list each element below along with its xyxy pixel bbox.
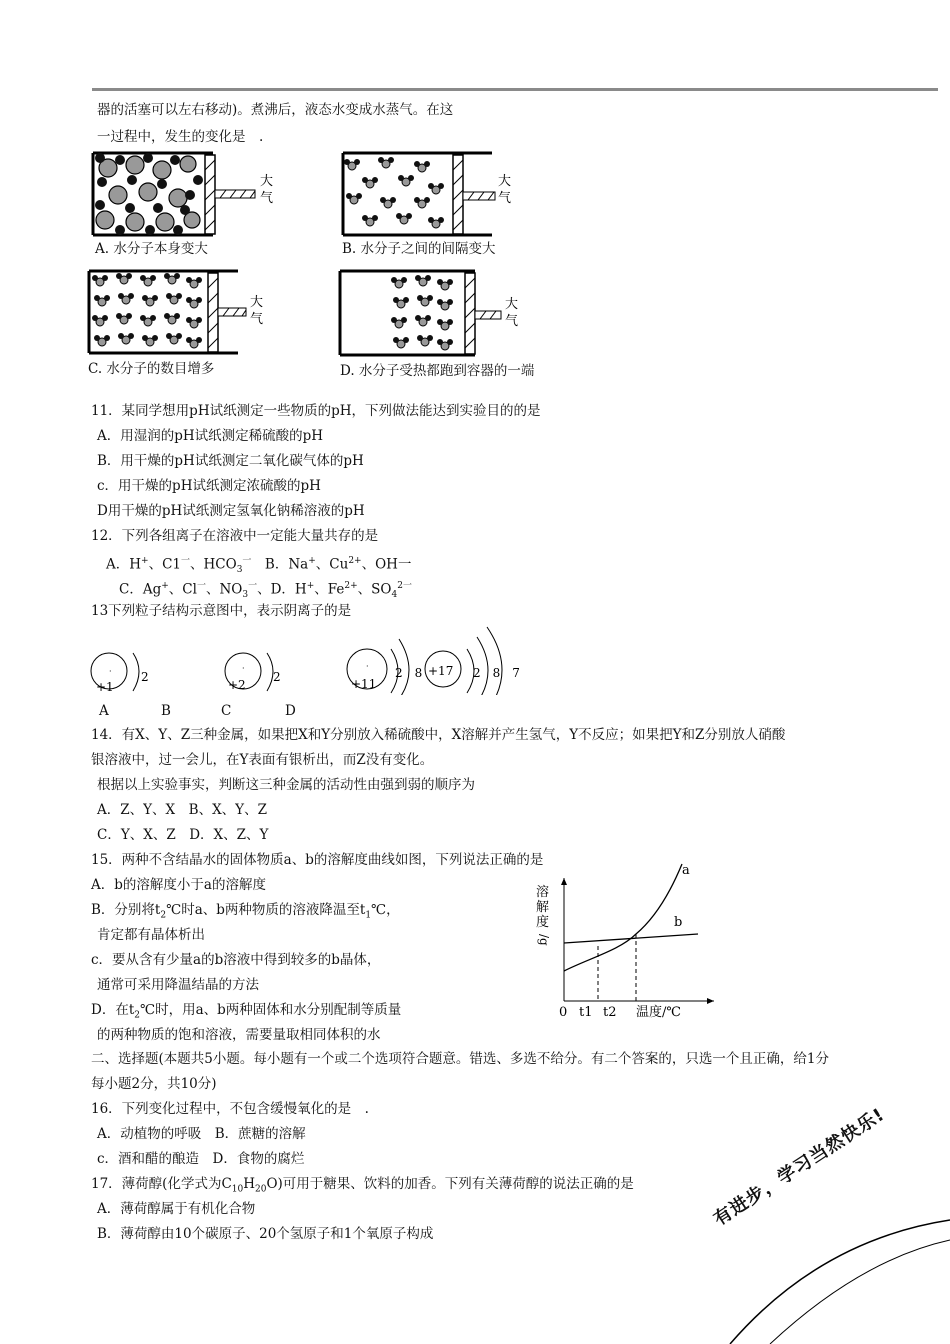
q12-line2: C．Ag+、$Cl^一$、$NO_3^一$、D．H+、$Fe^{2+}$、$SO_4^{2一}$ <box>119 581 412 601</box>
q15-option-b: B．分别将$t_2℃$时a、b两种物质的溶液降温至$t_1℃$， <box>91 902 400 921</box>
q10-line1: 器的活塞可以左右移动)。煮沸后，液态水变成水蒸气。在这 <box>97 102 454 118</box>
svg-text:气: 气 <box>498 191 512 206</box>
q13-shell-b: 2 <box>273 670 281 684</box>
q11-option-c: c．用干燥的pH试纸测定浓硫酸的pH <box>97 478 321 494</box>
q16-options-1: A．动植物的呼吸 B．蔗糖的溶解 <box>97 1126 306 1142</box>
q14-line1: 14．有X、Y、Z三种金属，如果把X和Y分别放入稀硫酸中，X溶解并产生氢气，Y不反应；如果把Y和Z分别放人硝酸 <box>91 727 786 743</box>
q12-stem: 12．下列各组离子在溶液中一定能大量共存的是 <box>91 528 379 544</box>
q10-option-a: A. 水分子本身变大 <box>95 241 208 257</box>
footer-curve <box>700 1210 950 1344</box>
q10-option-c: C. 水分子的数目增多 <box>88 361 215 377</box>
y-axis-label-4: /g <box>537 934 551 946</box>
q10-option-b: B. 水分子之间的间隔变大 <box>342 241 496 257</box>
diagram-a <box>90 150 290 240</box>
section2-line2: 每小题2分，共10分) <box>91 1076 217 1092</box>
q14-line5: C．Y、X、Z D．X、Z、Y <box>97 827 269 843</box>
q14-line3: 根据以上实验事实，判断这三种金属的活动性由强到弱的顺序为 <box>97 777 475 793</box>
q15-option-d: D．在$t_2℃$时，用a、b两种固体和水分别配制等质量 <box>91 1002 402 1021</box>
x-tick-0: 0 <box>559 1005 568 1020</box>
q17-option-a: A．薄荷醇属于有机化合物 <box>97 1201 256 1217</box>
svg-text:气: 气 <box>260 191 274 206</box>
q17-stem: 17．薄荷醇(化学式为$C_{10}H_{20}O$)可用于糖果、饮料的加香。下列有关薄荷醇的说法正确的是 <box>91 1176 634 1195</box>
x-tick-t2: t2 <box>603 1005 617 1020</box>
q13-shell-a: 2 <box>141 670 149 684</box>
q13-stem: 13下列粒子结构示意图中，表示阴离子的是 <box>91 603 352 619</box>
q13-atom-diagrams <box>85 625 525 695</box>
curve-a <box>564 864 682 971</box>
q13-shell-d: 2 8 7 <box>473 666 520 680</box>
q13-nucleus-d: +17 <box>428 664 454 678</box>
q16-options-2: c．酒和醋的酿造 D．食物的腐烂 <box>97 1151 305 1167</box>
diagram-c <box>86 268 286 358</box>
y-axis-label-3: 度 <box>536 915 550 930</box>
q15-option-c: c．要从含有少量a的b溶液中得到较多的b晶体， <box>91 952 381 968</box>
header-rule <box>92 88 938 91</box>
q15-option-a: A．b的溶解度小于a的溶解度 <box>91 877 266 893</box>
q16-stem: 16．下列变化过程中，不包含缓慢氧化的是 . <box>91 1101 369 1117</box>
q15-stem: 15．两种不含结晶水的固体物质a、b的溶解度曲线如图，下列说法正确的是 <box>91 852 544 868</box>
svg-text:气: 气 <box>250 312 264 327</box>
svg-text:大: 大 <box>505 297 519 312</box>
q13-label-b: B <box>161 703 171 719</box>
q11-option-b: B．用干燥的pH试纸测定二氧化碳气体的pH <box>97 453 364 469</box>
svg-text:·: · <box>366 662 369 671</box>
q10-option-d: D. 水分子受热都跑到容器的一端 <box>340 363 535 379</box>
q13-label-c: C <box>221 703 232 719</box>
svg-text:大: 大 <box>260 174 274 189</box>
svg-text:大: 大 <box>250 295 264 310</box>
q13-nucleus-b: +2 <box>228 678 246 692</box>
svg-text:气: 气 <box>505 314 519 329</box>
q13-shell-c: 2 8 <box>395 666 423 680</box>
curve-b-label: b <box>674 915 683 930</box>
q12-line1: A．H+、$C1^一$、$HCO_3^一$ B．Na+、$Cu^{2+}$、OH一 <box>106 556 412 576</box>
section2-line1: 二、选择题(本题共5小题。每小题有一个或二个选项符合题意。错选、多选不给分。有二个答案的，只选一个且正确，给1分 <box>91 1051 829 1067</box>
q15-option-c-cont: 通常可采用降温结晶的方法 <box>97 977 259 993</box>
solubility-chart <box>530 858 730 1020</box>
q11-option-d: D用干燥的pH试纸测定氢氧化钠稀溶液的pH <box>97 503 365 519</box>
q13-nucleus-c: +11 <box>351 677 377 691</box>
x-axis-label: 温度/℃ <box>636 1005 681 1020</box>
x-tick-t1: t1 <box>579 1005 593 1020</box>
svg-text:·: · <box>242 664 245 673</box>
q15-option-b-cont: 肯定都有晶体析出 <box>97 927 205 943</box>
q17-option-b: B．薄荷醇由10个碳原子、20个氢原子和1个氧原子构成 <box>97 1226 434 1242</box>
svg-text:大: 大 <box>498 174 512 189</box>
q10-line2: 一过程中，发生的变化是 . <box>97 129 264 145</box>
q11-stem: 11．某同学想用pH试纸测定一些物质的pH，下列做法能达到实验目的的是 <box>91 403 541 419</box>
q13-label-a: A <box>99 703 109 719</box>
q11-option-a: A．用湿润的pH试纸测定稀硫酸的pH <box>97 428 324 444</box>
y-axis-label-2: 解 <box>536 900 550 915</box>
q15-option-d-cont: 的两种物质的饱和溶液，需要量取相同体积的水 <box>97 1027 381 1043</box>
q14-line2: 银溶液中，过一会儿，在Y表面有银析出，而Z没有变化。 <box>91 752 434 768</box>
footer-slogan: 有进步，学习当然快乐! <box>710 1104 889 1231</box>
y-axis-label-1: 溶 <box>536 885 550 900</box>
curve-b <box>564 934 698 943</box>
q14-line4: A．Z、Y、X B、X、Y、Z <box>97 802 267 818</box>
diagram-d <box>337 268 537 360</box>
diagram-b <box>340 150 540 240</box>
svg-text:·: · <box>109 667 112 676</box>
q13-label-d: D <box>285 703 296 719</box>
curve-a-label: a <box>682 863 690 878</box>
q13-nucleus-a: +1 <box>96 680 114 694</box>
